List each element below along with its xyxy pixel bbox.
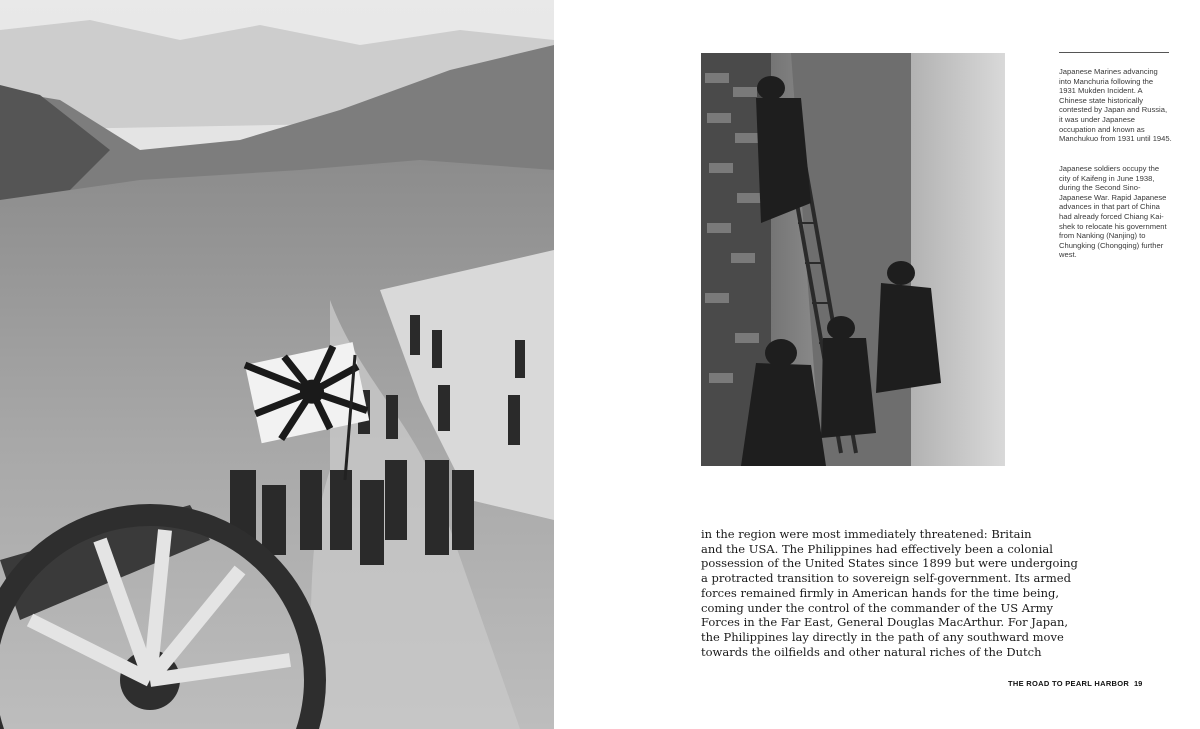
caption-kaifeng: Japanese soldiers occupy the city of Kaifeng in June 1938, during the Second Sino-Japanese War. Rapid Japanese advances in that part of China had already forced Chiang Kai-shek to relocate his government from Nanking (Nanjing) to Chungking (Chongqing) further west.	[1059, 164, 1167, 260]
body-line: Forces in the Far East, General Douglas MacArthur. For Japan,	[701, 615, 1069, 630]
photo-marines-advancing-image	[0, 0, 554, 729]
body-line: in the region were most immediately threatened: Britain	[701, 527, 1032, 541]
caption-divider	[1059, 52, 1169, 53]
caption-marines: Japanese Marines advancing into Manchuria following the 1931 Mukden Incident. A Chinese state historically contested by Japan and Russia, it was under Japanese occupation and known as Manchukuo from 1931 until 1945.	[1059, 67, 1172, 144]
photo-marines-advancing	[0, 0, 554, 729]
body-line: forces remained firmly in American hands for the time being,	[701, 585, 1059, 600]
body-line: towards the oilfields and other natural riches of the Dutch	[701, 644, 1042, 659]
body-line: the Philippines lay directly in the path of any southward move	[701, 629, 1064, 644]
body-line: and the USA. The Philippines had effectively been a colonial	[701, 541, 1053, 556]
body-line: a protracted transition to sovereign self-government. Its armed	[701, 571, 1071, 586]
running-head: THE ROAD TO PEARL HARBOR	[1008, 679, 1130, 688]
body-line: coming under the control of the commander of the US Army	[701, 600, 1053, 615]
page-number: 19	[1134, 679, 1143, 688]
photo-soldiers-scaling-wall	[701, 53, 1005, 466]
body-paragraph	[701, 527, 1078, 659]
photo-soldiers-scaling-wall-image	[701, 53, 1005, 466]
body-line: possession of the United States since 1899 but were undergoing	[701, 556, 1078, 571]
